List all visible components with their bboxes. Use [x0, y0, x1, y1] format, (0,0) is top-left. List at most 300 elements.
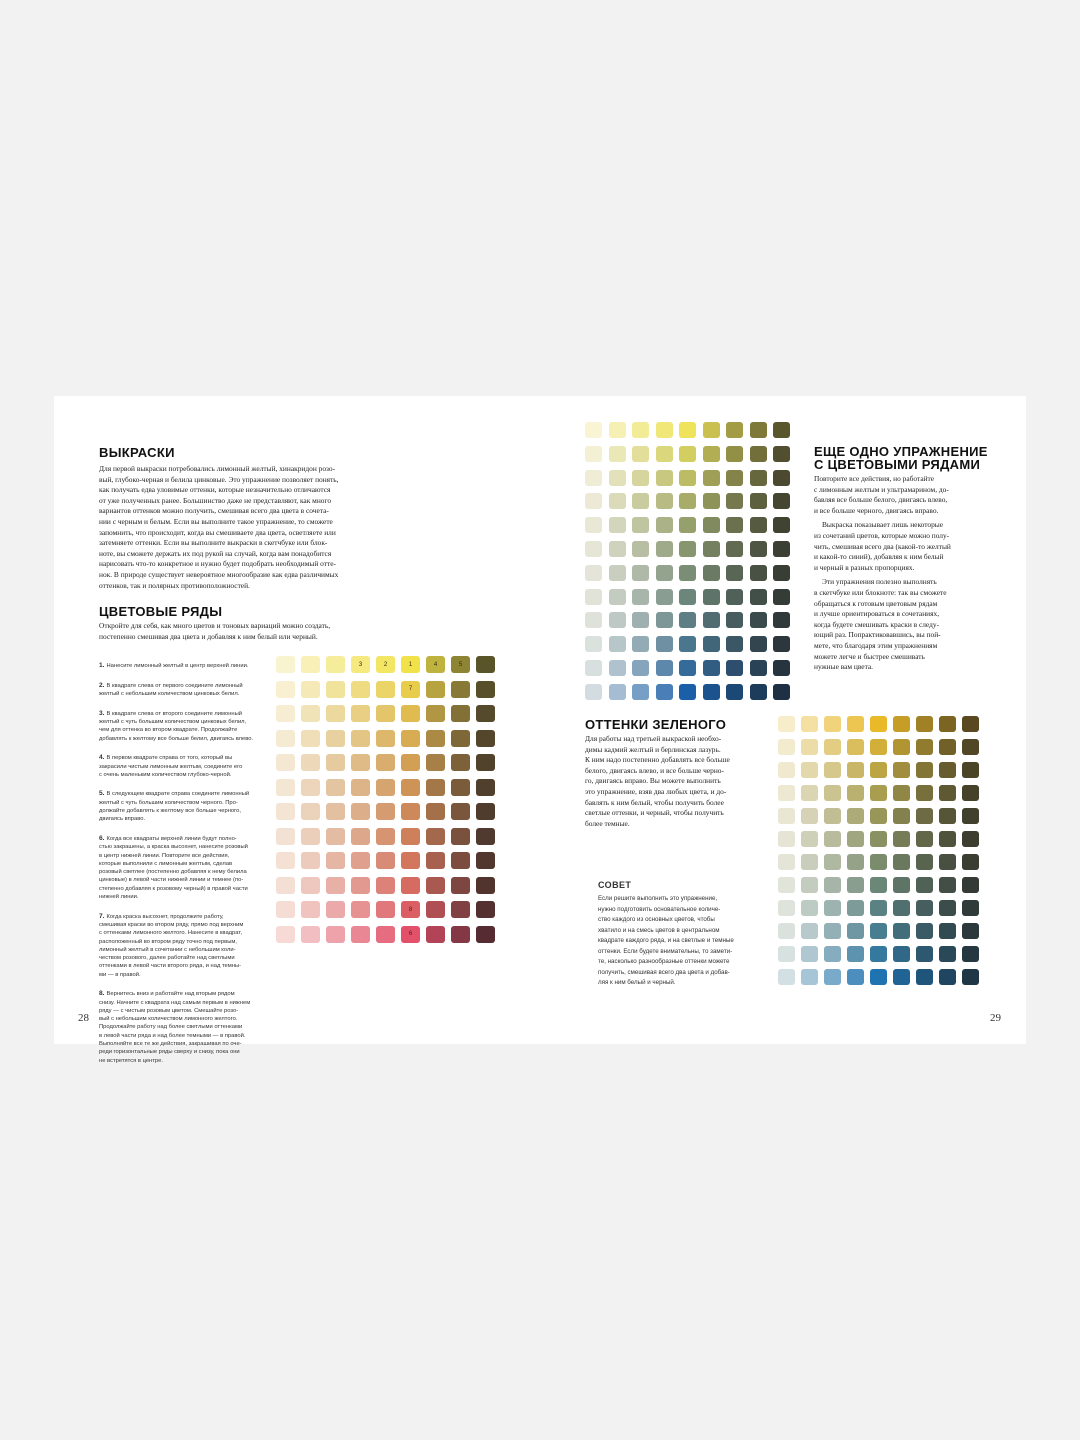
color-swatch [401, 754, 420, 771]
color-swatch [916, 716, 933, 732]
color-swatch [401, 877, 420, 894]
color-swatch [726, 446, 743, 462]
color-swatch [679, 517, 696, 533]
color-swatch [585, 612, 602, 628]
color-swatch [585, 589, 602, 605]
color-swatch [870, 854, 887, 870]
color-swatch [778, 900, 795, 916]
color-swatch [726, 589, 743, 605]
color-swatch [351, 877, 370, 894]
color-swatch [609, 493, 626, 509]
color-swatch [451, 926, 470, 943]
color-swatch [773, 565, 790, 581]
page-number-right: 29 [990, 1012, 1001, 1024]
numbered-swatch: 3 [351, 656, 370, 673]
section-title-green-shades: ОТТЕНКИ ЗЕЛЕНОГО [585, 717, 727, 732]
color-swatch [773, 684, 790, 700]
color-swatch [401, 730, 420, 747]
color-swatch [824, 923, 841, 939]
color-swatch [476, 705, 495, 722]
step-item: 7. Когда краска высохнет, продолжите работу, смешивая краски во втором ряду, прямо под верхним с оттенками лимонного желтого. Нанесите в квадрат, расположенный во втором ряду точно под первым, лимонный желтый в сочетании с небольшим коли- чеством розового, далее работайте над светлыми оттенками в левой части второго ряда, и над темны- ми — в правой. [99, 912, 244, 978]
color-swatch [893, 969, 910, 985]
color-swatch [824, 854, 841, 870]
color-swatch [632, 565, 649, 581]
tip-text: Если решите выполнить это упражнение, нужно подготовить основательное количе- ство каждого из основных цветов, чтобы хватило и на смесь цветов в центральном квадрате каждого ряда, и на светлые и темные оттенки. Если будете внимательны, то замети- те, насколько разнообразные оттенки можете получить, смешивая всего два цвета и добав- ляя к ним белый и черный. [598, 895, 734, 986]
color-swatch [451, 705, 470, 722]
color-swatch [276, 656, 295, 673]
numbered-swatch: 4 [426, 656, 445, 673]
color-swatch [847, 900, 864, 916]
color-swatch [962, 900, 979, 916]
color-swatch [773, 470, 790, 486]
color-swatch [870, 762, 887, 778]
color-swatch [893, 923, 910, 939]
color-swatch [376, 779, 395, 796]
color-swatch [773, 660, 790, 676]
color-swatch [847, 877, 864, 893]
color-swatch [916, 785, 933, 801]
color-swatch [778, 969, 795, 985]
color-swatch [962, 923, 979, 939]
color-swatch [609, 589, 626, 605]
color-swatch [703, 684, 720, 700]
color-swatch [726, 517, 743, 533]
color-swatch [426, 901, 445, 918]
color-swatch [939, 923, 956, 939]
section-text-color-rows: Откройте для себя, как много цветов и тоновых вариаций можно создать, постепенно смешивая два цвета и добавляя к ним белый или черный. [99, 621, 331, 641]
color-swatch [679, 565, 696, 581]
color-swatch [301, 656, 320, 673]
color-swatch [773, 446, 790, 462]
color-swatch [962, 969, 979, 985]
color-swatch [656, 684, 673, 700]
color-swatch [351, 828, 370, 845]
color-swatch [276, 852, 295, 869]
color-swatch [656, 470, 673, 486]
color-swatch [703, 660, 720, 676]
color-swatch [301, 779, 320, 796]
color-swatch [401, 705, 420, 722]
color-swatch [893, 946, 910, 962]
color-swatch [632, 493, 649, 509]
color-swatch [426, 705, 445, 722]
color-swatch [703, 470, 720, 486]
color-swatch [401, 803, 420, 820]
color-swatch [801, 808, 818, 824]
color-swatch [301, 681, 320, 698]
color-swatch [276, 803, 295, 820]
color-swatch [703, 422, 720, 438]
color-swatch [656, 612, 673, 628]
color-swatch [426, 803, 445, 820]
numbered-swatch: 7 [401, 681, 420, 698]
color-swatch [376, 926, 395, 943]
color-swatch [962, 716, 979, 732]
color-swatch [773, 589, 790, 605]
color-swatch [847, 969, 864, 985]
color-swatch [476, 877, 495, 894]
color-swatch [451, 681, 470, 698]
color-swatch [778, 946, 795, 962]
color-swatch [326, 754, 345, 771]
color-swatch [703, 636, 720, 652]
color-swatch [703, 589, 720, 605]
color-swatch [276, 926, 295, 943]
color-swatch [609, 636, 626, 652]
color-swatch [632, 446, 649, 462]
color-swatch [939, 877, 956, 893]
color-swatch [939, 716, 956, 732]
color-swatch [679, 470, 696, 486]
color-swatch [476, 754, 495, 771]
color-swatch [801, 969, 818, 985]
color-swatch [778, 762, 795, 778]
color-swatch [609, 612, 626, 628]
step-item: 1. Нанесите лимонный желтый в центр верхней линии. [99, 662, 249, 670]
color-swatch [301, 877, 320, 894]
color-swatch [656, 517, 673, 533]
step-item: 5. В следующем квадрате справа соедините лимонный желтый с чуть большим количеством черного. Про- должайте добавлять к желтому все больше черного, двигаясь вправо. [99, 790, 250, 823]
color-swatch [893, 762, 910, 778]
color-swatch [326, 779, 345, 796]
color-swatch [893, 808, 910, 824]
color-swatch [726, 636, 743, 652]
color-swatch [916, 831, 933, 847]
color-swatch [726, 612, 743, 628]
color-swatch [847, 785, 864, 801]
color-swatch [476, 926, 495, 943]
color-swatch [426, 779, 445, 796]
color-swatch [585, 565, 602, 581]
color-swatch [847, 923, 864, 939]
color-swatch [916, 808, 933, 824]
numbered-swatch: 8 [401, 901, 420, 918]
tip-title: СОВЕТ [598, 880, 632, 890]
color-swatch [632, 517, 649, 533]
color-swatch [609, 422, 626, 438]
color-swatch [750, 541, 767, 557]
color-swatch [847, 808, 864, 824]
color-swatch [609, 565, 626, 581]
color-swatch [726, 422, 743, 438]
color-swatch [962, 946, 979, 962]
color-swatch [726, 493, 743, 509]
color-swatch [451, 901, 470, 918]
color-swatch [656, 446, 673, 462]
step-item: 2. В квадрате слева от первого соедините лимонный желтый с небольшим количеством цинковых белил. [99, 681, 243, 698]
color-swatch [824, 808, 841, 824]
another-exercise-text [814, 474, 989, 673]
color-swatch [632, 684, 649, 700]
color-swatch [476, 730, 495, 747]
color-swatch [893, 785, 910, 801]
numbered-swatch: 2 [376, 656, 395, 673]
color-swatch [632, 612, 649, 628]
step-item: 4. В первом квадрате справа от того, который вы закрасили чистым лимонным желтым, соедините его с очень маленьким количеством глубоко-черной. [99, 754, 243, 778]
color-swatch [451, 754, 470, 771]
color-swatch [351, 901, 370, 918]
color-swatch [301, 754, 320, 771]
color-swatch [276, 828, 295, 845]
color-swatch [773, 517, 790, 533]
color-swatch [916, 877, 933, 893]
color-swatch [870, 946, 887, 962]
color-swatch [585, 660, 602, 676]
color-swatch [750, 493, 767, 509]
color-swatch [870, 877, 887, 893]
color-swatch [847, 854, 864, 870]
color-swatch [585, 422, 602, 438]
color-swatch [778, 785, 795, 801]
color-swatch [847, 762, 864, 778]
color-swatch [401, 828, 420, 845]
color-swatch [824, 716, 841, 732]
color-swatch [870, 969, 887, 985]
color-swatch [870, 831, 887, 847]
color-swatch [326, 926, 345, 943]
color-swatch [301, 705, 320, 722]
color-swatch [726, 660, 743, 676]
color-swatch [376, 730, 395, 747]
color-swatch [703, 541, 720, 557]
color-swatch [939, 739, 956, 755]
color-swatch [778, 808, 795, 824]
color-swatch [656, 589, 673, 605]
color-swatch [351, 730, 370, 747]
color-swatch [326, 656, 345, 673]
color-swatch [609, 541, 626, 557]
color-swatch [750, 470, 767, 486]
color-swatch [801, 831, 818, 847]
color-swatch [870, 923, 887, 939]
color-swatch [703, 493, 720, 509]
step-item: 3. В квадрате слева от второго соедините лимонный желтый с чуть большим количеством цинковых белил, чем для оттенка во втором квадрате. Продолжайте добавлять к желтому все больше белил, двигаясь влево. [99, 709, 254, 742]
color-swatch [609, 446, 626, 462]
color-swatch [939, 854, 956, 870]
color-swatch [609, 684, 626, 700]
color-swatch [585, 684, 602, 700]
color-swatch [426, 754, 445, 771]
color-swatch [476, 803, 495, 820]
page-number-left: 28 [78, 1012, 89, 1024]
color-swatch [276, 705, 295, 722]
color-swatch [679, 541, 696, 557]
color-swatch [632, 589, 649, 605]
color-swatch [276, 901, 295, 918]
color-swatch [916, 762, 933, 778]
color-swatch [632, 422, 649, 438]
swatch-grid-yellow-blue [585, 422, 795, 700]
steps-list [99, 654, 271, 1076]
another-exercise-paragraph: Выкраска показывает лишь некоторые из сочетаний цветов, которые можно полу- чить, смешивая всего два (какой-то желтый и какой-то синий), добавляя к ним белый и черный в разных пропорциях. [814, 520, 951, 572]
color-swatch [585, 541, 602, 557]
color-swatch [451, 828, 470, 845]
color-swatch [824, 831, 841, 847]
color-swatch [426, 877, 445, 894]
swatch-grid-green-shades [778, 716, 984, 990]
numbered-swatch: 1 [401, 656, 420, 673]
color-swatch [870, 716, 887, 732]
color-swatch [939, 785, 956, 801]
color-swatch [301, 730, 320, 747]
color-swatch [962, 877, 979, 893]
color-swatch [276, 754, 295, 771]
section-text-green-shades: Для работы над третьей выкраской необхо- димы кадмий желтый и берлинская лазурь. К ним надо постепенно добавлять все больше белого, двигаясь влево, и все больше черно- го, двигаясь вправо. Вы можете выполнить это упражнение, взяв два любых цвета, и до- бавлять к ним белый, чтобы получить более светлые оттенки, и черный, чтобы получить более темные. [585, 734, 730, 828]
color-swatch [939, 969, 956, 985]
color-swatch [962, 854, 979, 870]
color-swatch [726, 684, 743, 700]
color-swatch [801, 877, 818, 893]
color-swatch [939, 808, 956, 824]
color-swatch [351, 705, 370, 722]
color-swatch [824, 877, 841, 893]
color-swatch [750, 660, 767, 676]
color-swatch [939, 762, 956, 778]
color-swatch [778, 716, 795, 732]
color-swatch [847, 739, 864, 755]
color-swatch [962, 785, 979, 801]
color-swatch [376, 681, 395, 698]
color-swatch [773, 612, 790, 628]
color-swatch [962, 808, 979, 824]
color-swatch [401, 779, 420, 796]
section-title-color-rows: ЦВЕТОВЫЕ РЯДЫ [99, 604, 223, 619]
color-swatch [801, 739, 818, 755]
color-swatch [939, 946, 956, 962]
numbered-swatch: 5 [451, 656, 470, 673]
color-swatch [893, 831, 910, 847]
color-swatch [376, 852, 395, 869]
color-swatch [301, 828, 320, 845]
color-swatch [476, 852, 495, 869]
color-swatch [679, 589, 696, 605]
color-swatch [703, 565, 720, 581]
color-swatch [351, 803, 370, 820]
color-swatch [476, 681, 495, 698]
color-swatch [870, 808, 887, 824]
color-swatch [916, 900, 933, 916]
color-swatch [276, 779, 295, 796]
color-swatch [351, 926, 370, 943]
color-swatch [726, 541, 743, 557]
color-swatch [778, 831, 795, 847]
color-swatch [750, 636, 767, 652]
color-swatch [632, 470, 649, 486]
color-swatch [609, 660, 626, 676]
color-swatch [679, 636, 696, 652]
color-swatch [801, 900, 818, 916]
color-swatch [451, 803, 470, 820]
color-swatch [916, 739, 933, 755]
color-swatch [326, 803, 345, 820]
color-swatch [632, 541, 649, 557]
color-swatch [870, 739, 887, 755]
color-swatch [376, 754, 395, 771]
color-swatch [726, 565, 743, 581]
color-swatch [301, 803, 320, 820]
color-swatch [778, 877, 795, 893]
color-swatch [870, 785, 887, 801]
color-swatch [703, 517, 720, 533]
color-swatch [656, 422, 673, 438]
color-swatch [939, 831, 956, 847]
color-swatch [656, 565, 673, 581]
color-swatch [893, 716, 910, 732]
color-swatch [326, 852, 345, 869]
color-swatch [585, 636, 602, 652]
color-swatch [962, 831, 979, 847]
color-swatch [750, 684, 767, 700]
color-swatch [326, 901, 345, 918]
color-swatch [326, 730, 345, 747]
color-swatch [750, 446, 767, 462]
color-swatch [847, 716, 864, 732]
color-swatch [962, 739, 979, 755]
color-swatch [824, 969, 841, 985]
color-swatch [326, 681, 345, 698]
color-swatch [376, 828, 395, 845]
color-swatch [679, 612, 696, 628]
color-swatch [632, 660, 649, 676]
color-swatch [847, 946, 864, 962]
color-swatch [801, 785, 818, 801]
color-swatch [276, 730, 295, 747]
color-swatch [726, 470, 743, 486]
color-swatch [824, 762, 841, 778]
color-swatch [847, 831, 864, 847]
numbered-swatch: 6 [401, 926, 420, 943]
another-exercise-paragraph: Эти упражнения полезно выполнять в скетчбуке или блокноте: так вы сможете обращаться к готовым цветовым рядам и лучше ориентироваться в сочетаниях, когда будете смешивать краски в следу- ющий раз. Попрактиковавшись, вы пой- мете, что благодаря этим упражнениям можете легче и быстрее смешивать нужные вам цвета. [814, 577, 947, 672]
color-swatch [773, 636, 790, 652]
color-swatch [426, 852, 445, 869]
color-swatch [656, 636, 673, 652]
color-swatch [451, 779, 470, 796]
color-swatch [801, 923, 818, 939]
color-swatch [585, 446, 602, 462]
color-swatch [750, 565, 767, 581]
color-swatch [750, 612, 767, 628]
color-swatch [401, 852, 420, 869]
color-swatch [679, 684, 696, 700]
color-swatch [426, 730, 445, 747]
color-swatch [426, 926, 445, 943]
section-title-vykraski: ВЫКРАСКИ [99, 445, 175, 460]
color-swatch [632, 636, 649, 652]
color-swatch [426, 681, 445, 698]
color-swatch [703, 612, 720, 628]
step-item: 6. Когда все квадраты верхней линии будут полно- стью закрашены, а краска высохнет, нанесите розовый в центр нижней линии. Повторите все действия, которые выполнили с лимонным желтым, сделав розовый светлее (постепенно добавляя к нему белила цинковые) в левой части нижней линии и темнее (по- степенно добавляя к розовому черный) в правой части нижней линии. [99, 834, 248, 901]
color-swatch [351, 681, 370, 698]
color-swatch [451, 877, 470, 894]
color-swatch [476, 828, 495, 845]
color-swatch [893, 900, 910, 916]
color-swatch [916, 946, 933, 962]
color-swatch [893, 877, 910, 893]
color-swatch [376, 803, 395, 820]
color-swatch [801, 716, 818, 732]
color-swatch [870, 900, 887, 916]
color-swatch [609, 517, 626, 533]
color-swatch [679, 422, 696, 438]
color-swatch [801, 854, 818, 870]
color-swatch [426, 828, 445, 845]
color-swatch [801, 762, 818, 778]
color-swatch [750, 517, 767, 533]
color-swatch [916, 854, 933, 870]
color-swatch [656, 660, 673, 676]
color-swatch [893, 739, 910, 755]
color-swatch [476, 779, 495, 796]
